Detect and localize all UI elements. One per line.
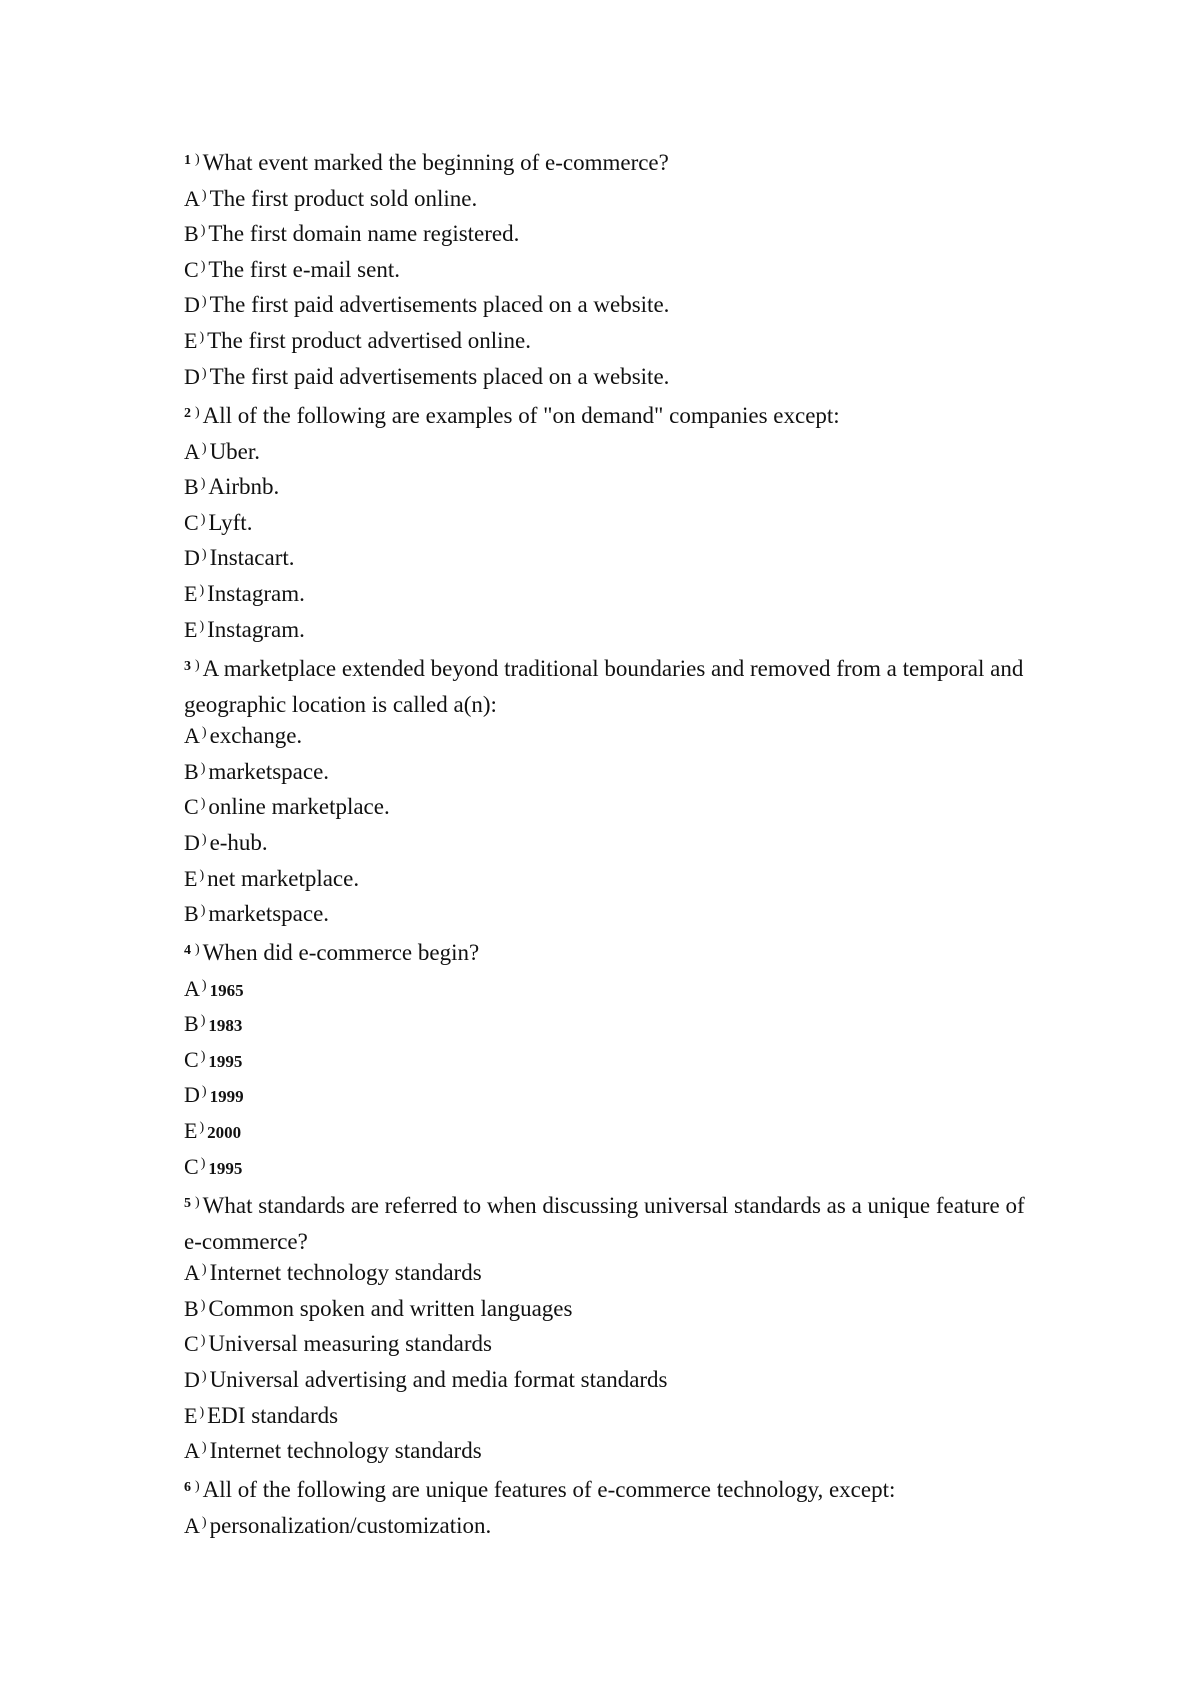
question-1 — [184, 147, 1044, 396]
option-letter: D — [184, 1082, 200, 1108]
option-text: 1965 — [209, 980, 244, 1000]
answer-key: D ) The first paid advertisements placed on a website. — [184, 363, 670, 389]
option-text: net marketplace. — [207, 865, 360, 891]
question-stem: $^3$ ) A marketplace extended beyond traditional boundaries and removed from a temporal and geographic location is called a(n): — [184, 656, 1024, 717]
option-text: Universal measuring standards — [208, 1331, 492, 1357]
answer-text: Instagram. — [207, 616, 305, 642]
question-stem: $^1$ ) What event marked the beginning of e-commerce? — [184, 150, 669, 175]
option-text: EDI standards — [207, 1402, 339, 1428]
option-text: The first e-mail sent. — [208, 256, 400, 282]
question-text: What event marked the beginning of e-commerce? — [202, 150, 669, 175]
question-stem: $^2$ ) All of the following are examples of "on demand" companies except: — [184, 403, 840, 428]
question-number: 2 — [184, 406, 191, 421]
answer-text: Internet technology standards — [209, 1438, 482, 1464]
option-letter: A — [184, 723, 200, 749]
question-text: What standards are referred to when discussing universal standards as a unique feature of e-commerce? — [184, 1193, 1025, 1254]
answer-option: A ) exchange. — [184, 723, 303, 749]
answer-option: B ) Airbnb. — [184, 474, 280, 500]
option-letter: A — [184, 1512, 200, 1538]
option-text: The first domain name registered. — [208, 221, 520, 247]
question-text: When did e-commerce begin? — [202, 940, 480, 965]
option-text: exchange. — [209, 723, 303, 749]
option-letter: A — [184, 1260, 200, 1286]
option-letter: E — [184, 327, 198, 353]
answer-option: D ) Universal advertising and media format standards — [184, 1366, 668, 1392]
answer-option: B ) Common spoken and written languages — [184, 1295, 573, 1321]
answer-option: D ) The first paid advertisements placed on a website. — [184, 292, 670, 318]
question-number: 3 — [184, 659, 191, 674]
option-text: Common spoken and written languages — [208, 1295, 573, 1321]
option-letter: E — [184, 865, 198, 891]
option-letter: C — [184, 1331, 199, 1357]
question-3 — [184, 653, 1044, 934]
option-text: The first paid advertisements placed on a website. — [209, 292, 670, 318]
answer-key: A ) Internet technology standards — [184, 1438, 482, 1464]
answer-option: A ) Uber. — [184, 438, 261, 464]
answer-option: E ) The first product advertised online. — [184, 327, 531, 353]
option-text: The first product advertised online. — [207, 327, 531, 353]
question-stem: $^4$ ) When did e-commerce begin? — [184, 940, 480, 965]
question-text: All of the following are unique features of e-commerce technology, except: — [202, 1477, 896, 1502]
answer-option: D ) Instacart. — [184, 545, 295, 571]
answer-letter: E — [184, 616, 198, 642]
option-text: Universal advertising and media format standards — [209, 1366, 668, 1392]
option-letter: A — [184, 185, 200, 211]
question-number: 5 — [184, 1196, 191, 1211]
option-text: marketspace. — [208, 758, 330, 784]
option-text: 1995 — [208, 1051, 243, 1071]
question-6 — [184, 1474, 1044, 1545]
answer-option: A ) Internet technology standards — [184, 1260, 482, 1286]
option-letter: B — [184, 758, 199, 784]
option-letter: E — [184, 1117, 198, 1143]
answer-option: B ) The first domain name registered. — [184, 221, 520, 247]
option-letter: B — [184, 221, 199, 247]
answer-option: A ) 1965 — [184, 975, 244, 1001]
option-text: e-hub. — [209, 829, 268, 855]
answer-option: C ) 1995 — [184, 1046, 243, 1072]
option-letter: D — [184, 545, 200, 571]
option-text: 1983 — [208, 1016, 243, 1036]
question-number: 6 — [184, 1480, 191, 1495]
option-text: Instacart. — [209, 545, 295, 571]
option-text: 2000 — [207, 1122, 242, 1142]
answer-option: C ) The first e-mail sent. — [184, 256, 400, 282]
answer-text: The first paid advertisements placed on a website. — [209, 363, 670, 389]
answer-letter: A — [184, 1438, 200, 1464]
option-text: Instagram. — [207, 580, 305, 606]
question-stem: $^5$ ) What standards are referred to when discussing universal standards as a unique feature of e-commerce? — [184, 1193, 1025, 1254]
answer-text: marketspace. — [208, 901, 330, 927]
option-letter: D — [184, 829, 200, 855]
question-4 — [184, 937, 1044, 1186]
answer-key: C ) 1995 — [184, 1153, 243, 1179]
option-text: Airbnb. — [208, 474, 280, 500]
question-text: A marketplace extended beyond traditional boundaries and removed from a temporal and geographic location is called a(n): — [184, 656, 1024, 717]
answer-option: E ) EDI standards — [184, 1402, 339, 1428]
option-text: Internet technology standards — [209, 1260, 482, 1286]
option-letter: C — [184, 794, 199, 820]
option-letter: C — [184, 1046, 199, 1072]
option-letter: A — [184, 975, 200, 1001]
option-text: Lyft. — [208, 509, 253, 535]
option-text: Uber. — [209, 438, 261, 464]
option-text: online marketplace. — [208, 794, 390, 820]
question-5 — [184, 1190, 1044, 1471]
answer-key: B ) marketspace. — [184, 901, 330, 927]
option-letter: E — [184, 1402, 198, 1428]
question-number: 4 — [184, 943, 191, 958]
answer-letter: C — [184, 1153, 199, 1179]
answer-option: C ) online marketplace. — [184, 794, 390, 820]
answer-key: E ) Instagram. — [184, 616, 305, 642]
option-letter: C — [184, 256, 199, 282]
answer-option: A ) personalization/customization. — [184, 1512, 492, 1538]
answer-letter: B — [184, 901, 199, 927]
answer-option: E ) 2000 — [184, 1117, 242, 1143]
answer-letter: D — [184, 363, 200, 389]
option-letter: D — [184, 1366, 200, 1392]
answer-option: D ) 1999 — [184, 1082, 244, 1108]
option-letter: D — [184, 292, 200, 318]
question-text: All of the following are examples of "on demand" companies except: — [202, 403, 840, 428]
answer-option: B ) 1983 — [184, 1011, 243, 1037]
option-text: The first product sold online. — [209, 185, 478, 211]
option-letter: B — [184, 474, 199, 500]
option-letter: B — [184, 1011, 199, 1037]
answer-option: C ) Universal measuring standards — [184, 1331, 492, 1357]
answer-option: B ) marketspace. — [184, 758, 330, 784]
answer-option: C ) Lyft. — [184, 509, 253, 535]
option-letter: C — [184, 509, 199, 535]
question-number: 1 — [184, 153, 191, 168]
option-text: 1999 — [209, 1087, 244, 1107]
question-2 — [184, 400, 1044, 649]
answer-option: A ) The first product sold online. — [184, 185, 478, 211]
question-stem: $^6$ ) All of the following are unique features of e-commerce technology, except: — [184, 1477, 896, 1502]
answer-text: 1995 — [208, 1158, 243, 1178]
option-letter: E — [184, 580, 198, 606]
option-letter: B — [184, 1295, 199, 1321]
option-text: personalization/customization. — [209, 1512, 492, 1538]
answer-option: D ) e-hub. — [184, 829, 268, 855]
answer-option: E ) net marketplace. — [184, 865, 360, 891]
answer-option: E ) Instagram. — [184, 580, 305, 606]
option-letter: A — [184, 438, 200, 464]
